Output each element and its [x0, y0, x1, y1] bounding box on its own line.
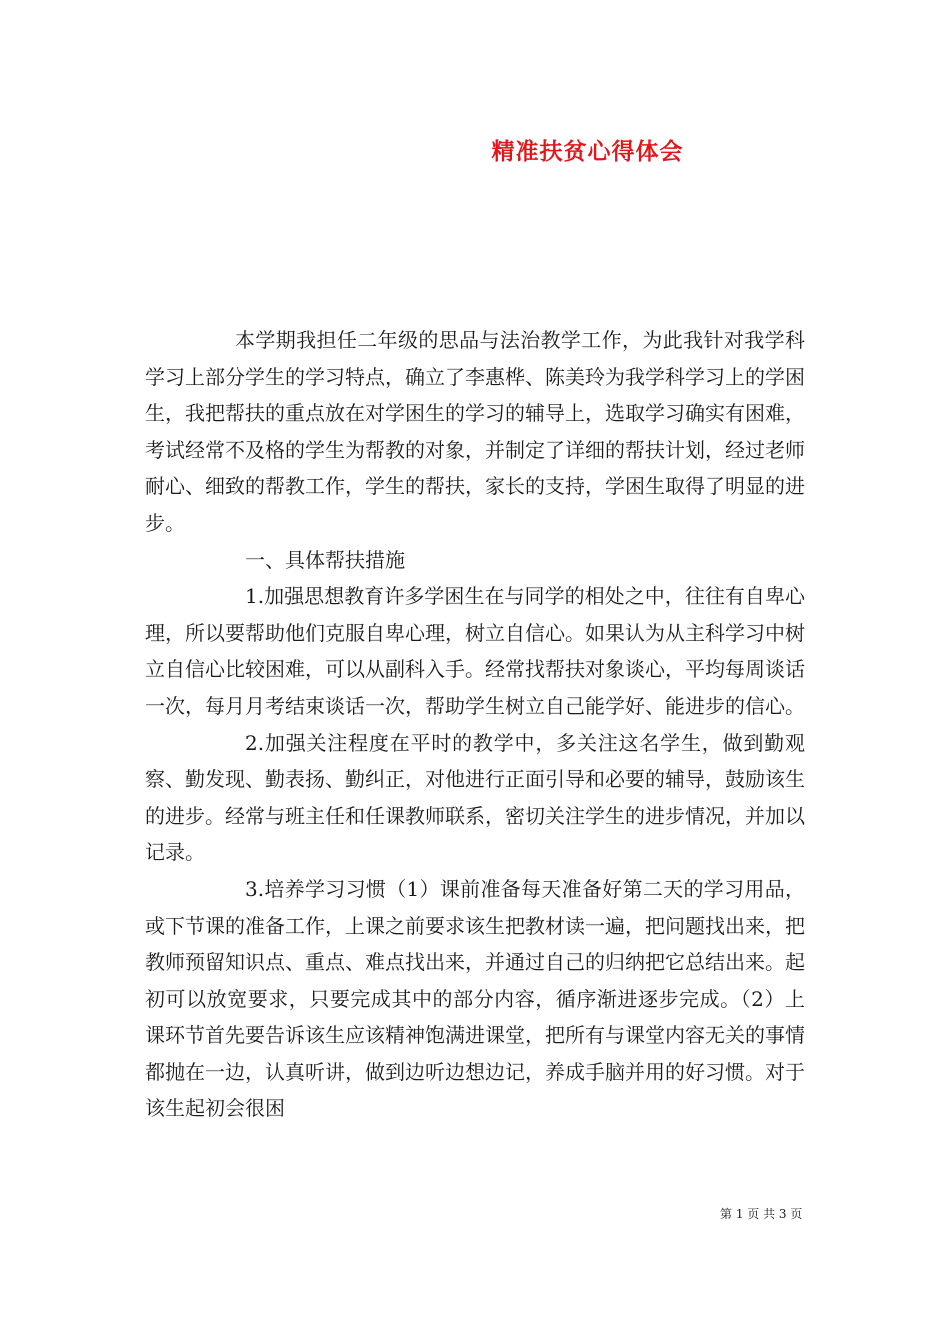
measure-paragraph-2: 2.加强关注程度在平时的教学中，多关注这名学生，做到勤观察、勤发现、勤表扬、勤纠正，对他进行正面引导和必要的辅导，鼓励该生的进步。经常与班主任和任课教师联系，密切关注学生的进步情况，并加以记录。	[145, 730, 805, 865]
page-number-footer: 第 1 页 共 3 页	[720, 1207, 803, 1221]
intro-paragraph: 本学期我担任二年级的思品与法治教学工作，为此我针对我学科学习上部分学生的学习特点，确立了李惠桦、陈美玲为我学科学习上的学困生，我把帮扶的重点放在对学困生的学习的辅导上，选取学习确实有困难，考试经常不及格的学生为帮教的对象，并制定了详细的帮扶计划，经过老师耐心、细致的帮教工作，学生的帮扶，家长的支持，学困生取得了明显的进步。	[145, 328, 805, 535]
section-heading: 一、具体帮扶措施	[245, 547, 405, 572]
page-title: 精准扶贫心得体会	[491, 138, 684, 165]
measure-paragraph-3: 3.培养学习习惯（1）课前准备每天准备好第二天的学习用品，或下节课的准备工作，上课之前要求该生把教材读一遍，把问题找出来，把教师预留知识点、重点、难点找出来，并通过自己的归纳把它总结出来。起初可以放宽要求，只要完成其中的部分内容，循序渐进逐步完成。（2）上课环节首先要告诉该生应该精神饱满进课堂，把所有与课堂内容无关的事情都抛在一边，认真听讲，做到边听边想边记，养成手脑并用的好习惯。对于该生起初会很困	[145, 876, 805, 1121]
document-body	[145, 322, 805, 1127]
measure-paragraph-1: 1.加强思想教育许多学困生在与同学的相处之中，往往有自卑心理，所以要帮助他们克服自卑心理，树立自信心。如果认为从主科学习中树立自信心比较困难，可以从副科入手。经常找帮扶对象谈心，平均每周谈话一次，每月月考结束谈话一次，帮助学生树立自己能学好、能进步的信心。	[145, 584, 805, 718]
